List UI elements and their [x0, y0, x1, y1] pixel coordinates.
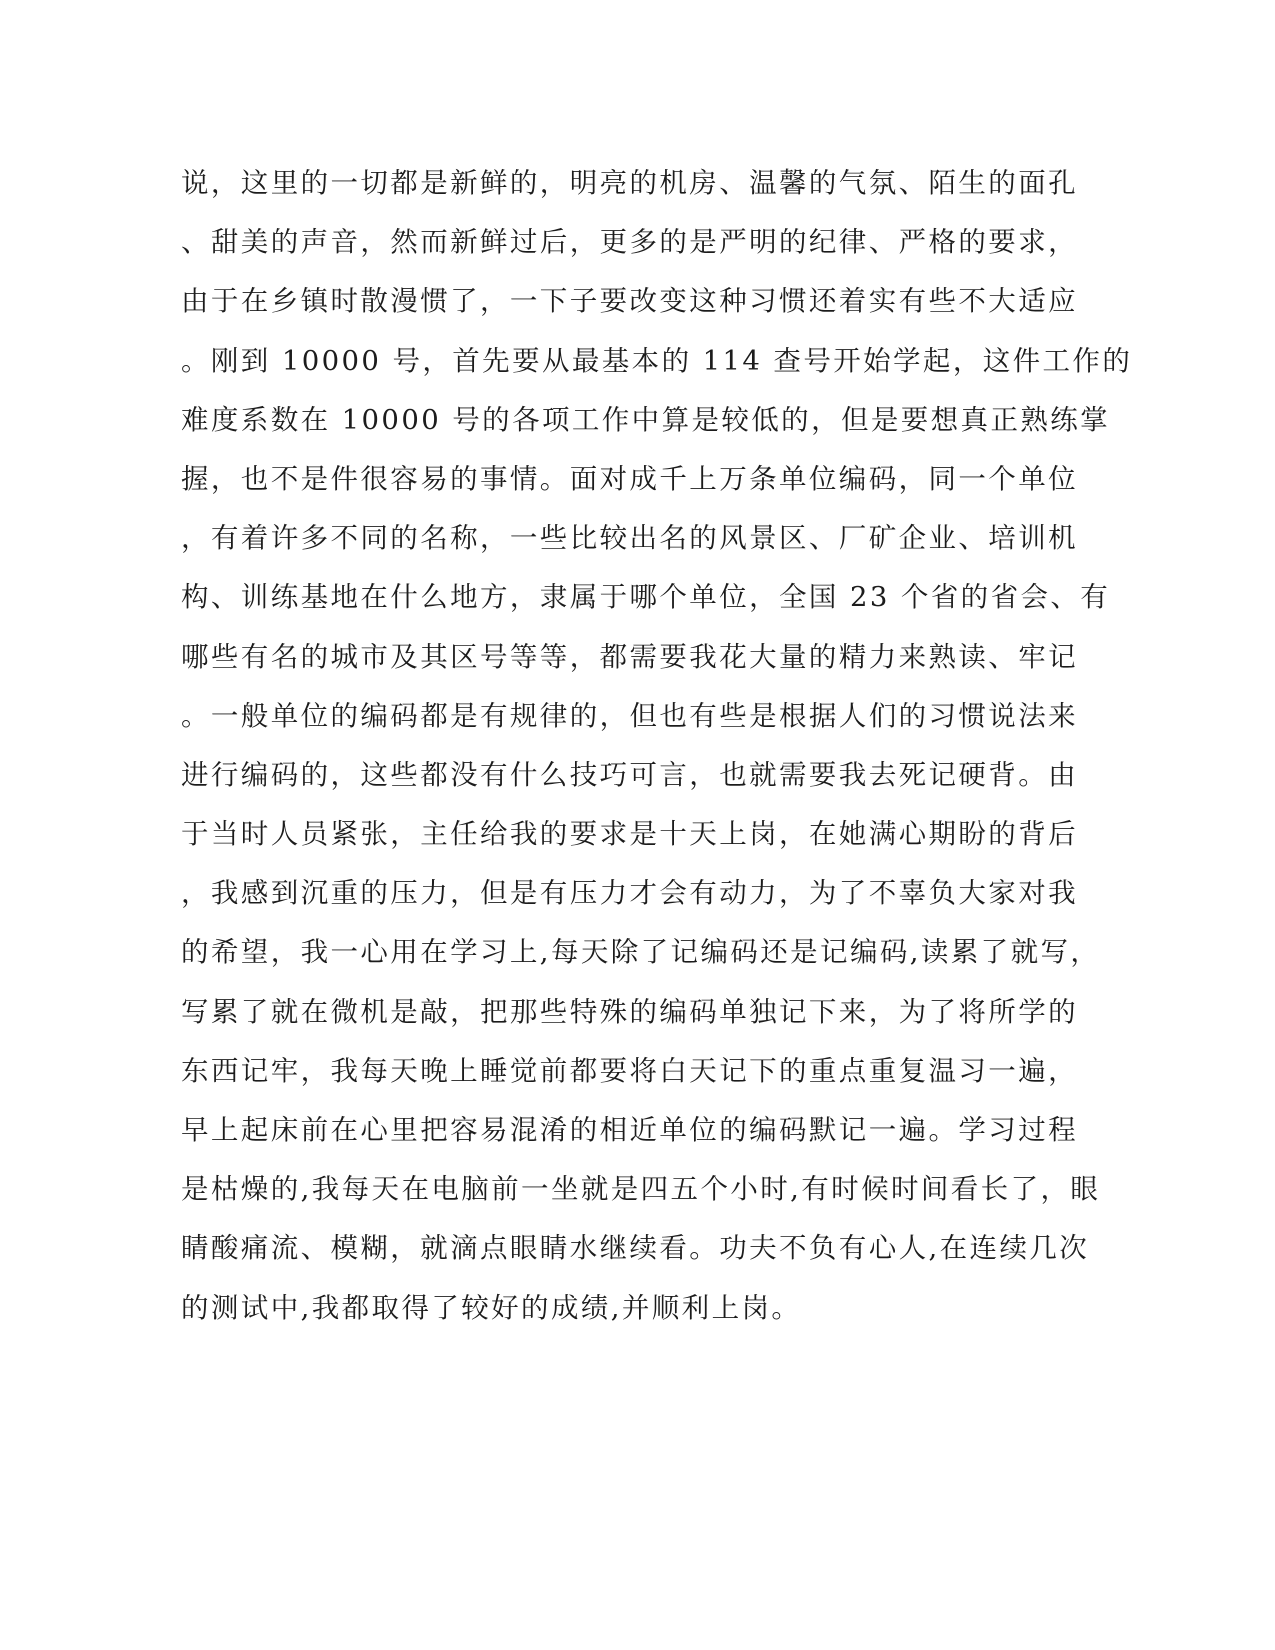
text-line: 于当时人员紧张，主任给我的要求是十天上岗，在她满心期盼的背后: [181, 818, 1078, 851]
text-line: ，我感到沉重的压力，但是有压力才会有动力，为了不辜负大家对我: [181, 877, 1078, 910]
text-line: 难度系数在 10000 号的各项工作中算是较低的，但是要想真正熟练掌: [181, 403, 1111, 436]
text-line: 握，也不是件很容易的事情。面对成千上万条单位编码，同一个单位: [181, 462, 1078, 495]
text-line: 的测试中,我都取得了较好的成绩,并顺利上岗。: [181, 1291, 802, 1324]
text-line: 是枯燥的,我每天在电脑前一坐就是四五个小时,有时候时间看长了，眼: [181, 1173, 1101, 1206]
text-line: 早上起床前在心里把容易混淆的相近单位的编码默记一遍。学习过程: [181, 1114, 1078, 1146]
text-line: ，有着许多不同的名称，一些比较出名的风景区、厂矿企业、培训机: [181, 522, 1078, 555]
text-line: 。一般单位的编码都是有规律的，但也有些是根据人们的习惯说法来: [181, 699, 1078, 732]
text-line: 说，这里的一切都是新鲜的，明亮的机房、温馨的气氛、陌生的面孔: [181, 167, 1078, 199]
text-line: 构、训练基地在什么地方，隶属于哪个单位，全国 23 个省的省会、有: [181, 581, 1111, 614]
text-line: 哪些有名的城市及其区号等等，都需要我花大量的精力来熟读、牢记: [181, 640, 1078, 673]
body-paragraph: [181, 162, 1133, 1346]
text-line: 东西记牢，我每天晚上睡觉前都要将白天记下的重点重复温习一遍，: [181, 1054, 1078, 1087]
text-line: 。刚到 10000 号，首先要从最基本的 114 查号开始学起，这件工作的: [181, 344, 1133, 377]
text-line: 写累了就在微机是敲，把那些特殊的编码单独记下来，为了将所学的: [181, 995, 1078, 1028]
text-line: 睛酸痛流、模糊，就滴点眼睛水继续看。功夫不负有心人,在连续几次: [181, 1232, 1090, 1265]
text-line: 由于在乡镇时散漫惯了，一下子要改变这种习惯还着实有些不大适应: [181, 285, 1078, 318]
text-line: 的希望，我一心用在学习上,每天除了记编码还是记编码,读累了就写，: [181, 936, 1101, 969]
text-line: 、甜美的声音，然而新鲜过后，更多的是严明的纪律、严格的要求，: [181, 226, 1078, 259]
text-line: 进行编码的，这些都没有什么技巧可言，也就需要我去死记硬背。由: [181, 758, 1078, 791]
